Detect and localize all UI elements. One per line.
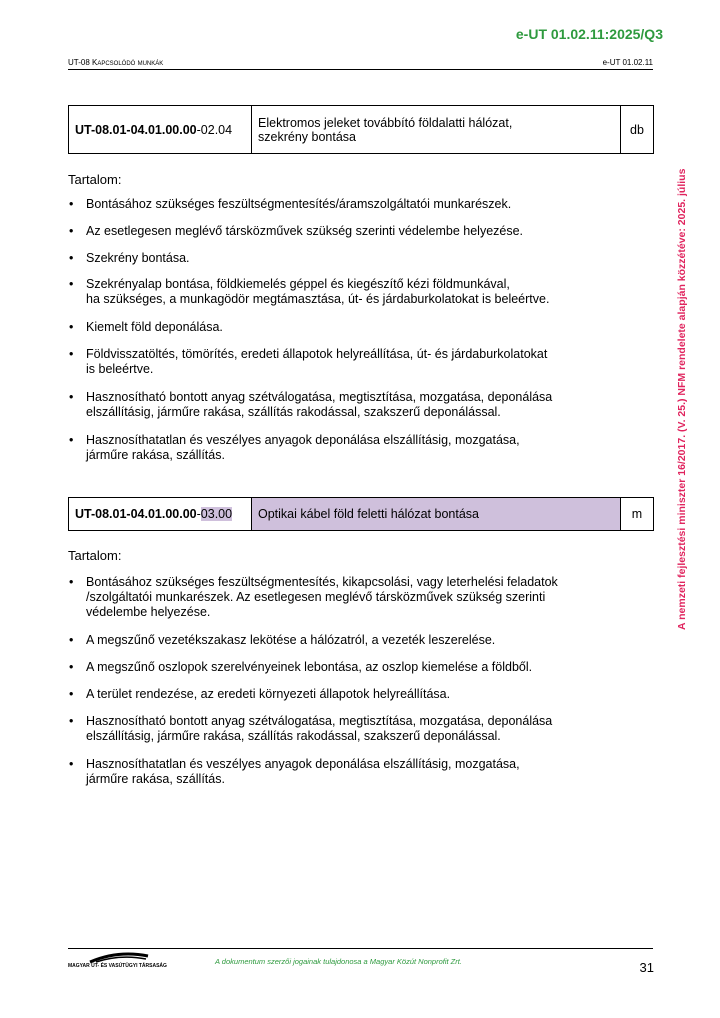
organization-logo	[68, 950, 168, 974]
list-item: • Bontásához szükséges feszültségmentesítés/áramszolgáltatói munkarészek.	[68, 197, 511, 212]
page-number: 31	[639, 960, 654, 975]
logo-swoosh-icon	[68, 950, 168, 964]
list-item: • Hasznosítható bontott anyag szétválogatása, megtisztítása, mozgatása, deponálása elszállításig, járműre rakása, szállítás rakodással, szakszerű deponálással.	[68, 390, 552, 420]
item-table-1	[68, 105, 654, 154]
item-table-2	[68, 497, 654, 531]
copyright-note: A dokumentum szerzői jogainak tulajdonosa a Magyar Közút Nonprofit Zrt.	[215, 957, 462, 966]
list-item: • Kiemelt föld deponálása.	[68, 320, 223, 335]
content-label-1: Tartalom:	[68, 172, 122, 187]
logo-text: MAGYAR ÚT- ÉS VASÚTÜGYI TÁRSASÁG	[68, 963, 167, 969]
list-item: • A megszűnő oszlopok szerelvényeinek lebontása, az oszlop kiemelése a földből.	[68, 660, 532, 675]
list-item: • Hasznosíthatatlan és veszélyes anyagok deponálása elszállításig, mozgatása, járműre rakása, szállítás.	[68, 757, 520, 787]
item-unit-2: m	[621, 498, 654, 531]
item-code-2: UT-08.01-04.01.00.00-03.00	[69, 498, 252, 531]
list-item: • A terület rendezése, az eredeti környezeti állapotok helyreállítása.	[68, 687, 450, 702]
item-unit-1: db	[621, 106, 654, 154]
list-item: • Az esetlegesen meglévő társközművek szükség szerinti védelembe helyezése.	[68, 224, 523, 239]
running-header	[68, 58, 653, 70]
list-item: • Szekrényalap bontása, földkiemelés géppel és kiegészítő kézi földmunkával, ha szükséges, a munkagödör megtámasztása, út- és járdaburkolatokat is beleértve.	[68, 277, 549, 307]
list-item: • Bontásához szükséges feszültségmentesítés, kikapcsolási, vagy leterhelési feladatok /szolgáltatói munkarészek. Az esetlegesen meglévő társközművek szükség szerinti védelembe helyezése.	[68, 575, 558, 620]
list-item: • Szekrény bontása.	[68, 251, 190, 266]
list-item: • Földvisszatöltés, tömörítés, eredeti állapotok helyreállítása, út- és járdaburkolatokat is beleértve.	[68, 347, 547, 377]
item-description-1: Elektromos jeleket továbbító földalatti hálózat, szekrény bontása	[252, 106, 621, 154]
vertical-legal-note: A nemzeti fejlesztési miniszter 16/2017. (V. 25.) NFM rendelete alapján közzétéve: 2025. július	[676, 168, 688, 630]
item-code-1: UT-08.01-04.01.00.00-02.04	[69, 106, 252, 154]
list-item: • Hasznosíthatatlan és veszélyes anyagok deponálása elszállításig, mozgatása, járműre rakása, szállítás.	[68, 433, 520, 463]
footer-rule	[68, 948, 653, 949]
content-label-2: Tartalom:	[68, 548, 122, 563]
item-description-2: Optikai kábel föld feletti hálózat bontása	[252, 498, 621, 531]
section-title: UT-08 Kapcsolódó munkák	[68, 58, 164, 67]
document-reference: e-UT 01.02.11	[602, 58, 653, 67]
document-code: e-UT 01.02.11:2025/Q3	[515, 26, 663, 42]
highlighted-code-suffix: 03.00	[200, 507, 233, 521]
list-item: • Hasznosítható bontott anyag szétválogatása, megtisztítása, mozgatása, deponálása elszállításig, járműre rakása, szállítás rakodással, szakszerű deponálással.	[68, 714, 552, 744]
list-item: • A megszűnő vezetékszakasz lekötése a hálózatról, a vezeték leszerelése.	[68, 633, 495, 648]
